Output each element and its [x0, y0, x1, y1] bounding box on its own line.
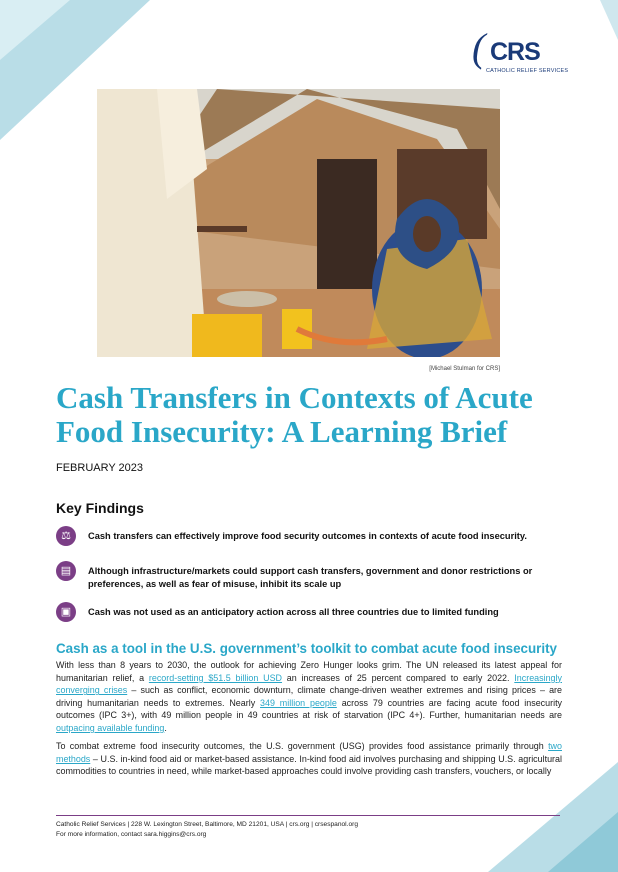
section-heading: Cash as a tool in the U.S. government’s toolkit to combat acute food insecurity — [56, 641, 557, 656]
paragraph-2 — [56, 740, 562, 778]
logo-mark: ( — [472, 25, 486, 70]
finding-text: Although infrastructure/markets could support cash transfers, government and donor restrictions or preferences, as well as fear of misuse, inhibit its scale up — [88, 566, 533, 589]
paragraph-text: To combat extreme food insecurity outcomes, the U.S. government (USG) provides food assistance primarily through — [56, 741, 549, 751]
key-findings-heading: Key Findings — [56, 500, 144, 516]
corner-decoration-bottom-right — [488, 762, 618, 872]
finding-text: Cash transfers can effectively improve food security outcomes in contexts of acute food insecurity. — [88, 531, 527, 541]
paragraph-text: With less than 8 years to 2030, the outlook for achieving Zero Hunger looks grim. The UN released its latest appeal for humanitarian relief, a — [56, 660, 562, 683]
paragraph-text: . — [164, 722, 167, 733]
photo-credit: [Michael Stulman for CRS] — [429, 366, 500, 372]
footer-contact: For more information, contact sara.higgins@crs.org — [56, 831, 207, 838]
outpacing-funding-link[interactable]: outpacing available funding — [56, 722, 165, 733]
converging-crises-link[interactable]: Increasingly converging crises — [56, 672, 562, 696]
corner-decoration-top-right — [588, 0, 618, 60]
footer-divider — [56, 815, 560, 816]
cover-photo — [97, 89, 500, 357]
two-methods-link[interactable]: two methods — [56, 741, 562, 764]
paragraph-text: an increases of 25 percent compared to early 2022. — [282, 672, 515, 683]
finding-text: Cash was not used as an anticipatory action across all three countries due to limited funding — [88, 607, 499, 617]
logo-wordmark: CRS — [490, 38, 540, 66]
paragraph-text: – U.S. in-kind food aid or market-based assistance. In-kind food aid involves purchasing and shipping U.S. agricultural commodities to countries in need, while market-based approaches could involve providing cash transfers, vouchers, or locally — [56, 753, 562, 777]
record-setting-link[interactable]: record-setting $51.5 billion USD — [148, 672, 283, 683]
document-icon: ▤ — [56, 561, 76, 581]
publication-date: FEBRUARY 2023 — [56, 462, 144, 474]
scale-icon: ⚖ — [56, 526, 76, 546]
paragraph-text: across 79 countries are facing acute food insecurity outcomes (IPC 3+), with 49 million people in 49 countries at risk of starvation (IPC 4+). Further, humanitarian needs are — [56, 697, 563, 721]
crs-logo — [472, 25, 569, 78]
money-icon: ▣ — [56, 602, 76, 622]
paragraph-1 — [56, 659, 562, 735]
page-title: Cash Transfers in Contexts of Acute Food Insecurity: A Learning Brief — [56, 380, 533, 449]
logo-subtitle: CATHOLIC RELIEF SERVICES — [486, 68, 569, 74]
paragraph-text: – such as conflict, economic downturn, climate change-driven weather extremes and rising prices – are driving humanitarian needs to extremes. Nearly — [56, 685, 562, 708]
million-people-link[interactable]: 349 million people — [260, 697, 337, 708]
footer-address: Catholic Relief Services | 228 W. Lexington Street, Baltimore, MD 21201, USA | crs.org | crsespanol.org — [56, 821, 358, 828]
